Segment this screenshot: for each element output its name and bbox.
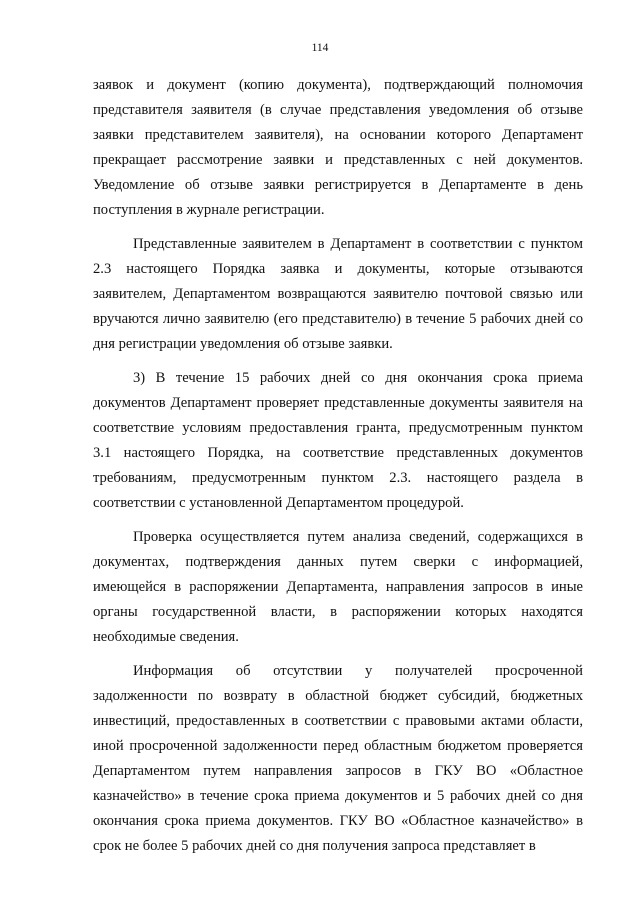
text-line: необходимые сведения.	[93, 629, 239, 645]
text-line: документов Департамент проверяет представленные документы заявителя на	[93, 395, 583, 411]
paragraph-gap	[93, 223, 583, 232]
text-line: 3.1 настоящего Порядка, на соответствие представленных документов	[93, 445, 583, 461]
text-line: требованиям, предусмотренным пунктом 2.3. настоящего раздела в	[93, 470, 583, 486]
paragraph-gap	[93, 516, 583, 525]
text-line: представителя заявителя (в случае представления уведомления об отзыве	[93, 102, 583, 118]
text-line: окончания срока приема документов. ГКУ ВО «Областное казначейство» в	[93, 813, 583, 829]
text-line: Информация об отсутствии у получателей просроченной	[133, 663, 583, 679]
text-line: 3) В течение 15 рабочих дней со дня окончания срока приема	[133, 370, 583, 386]
paragraph	[93, 73, 583, 223]
text-line: иной просроченной задолженности перед областным бюджетом проверяется	[93, 738, 583, 754]
text-line: документах, подтверждения данных путем сверки с информацией,	[93, 554, 583, 570]
text-line: задолженности по возврату в областной бюджет субсидий, бюджетных	[93, 688, 583, 704]
document-body	[93, 73, 583, 859]
paragraph	[93, 232, 583, 357]
paragraph	[93, 525, 583, 650]
text-line: заявки представителем заявителя), на основании которого Департамент	[93, 127, 583, 143]
text-line: казначейство» в течение срока приема документов и 5 рабочих дней со дня	[93, 788, 583, 804]
text-line: заявителем, Департаментом возвращаются заявителю почтовой связью или	[93, 286, 583, 302]
text-line: заявок и документ (копию документа), подтверждающий полномочия	[93, 77, 583, 93]
text-line: срок не более 5 рабочих дней со дня получения запроса представляет в	[93, 838, 536, 854]
text-line: Представленные заявителем в Департамент в соответствии с пунктом	[133, 236, 583, 252]
text-line: Департаментом путем направления запросов в ГКУ ВО «Областное	[93, 763, 583, 779]
text-line: дня регистрации уведомления об отзыве заявки.	[93, 336, 393, 352]
text-line: органы государственной власти, в распоряжении которых находятся	[93, 604, 583, 620]
text-line: инвестиций, предоставленных в соответствии с правовыми актами области,	[93, 713, 583, 729]
paragraph	[93, 659, 583, 859]
text-line: прекращает рассмотрение заявки и представленных с ней документов.	[93, 152, 583, 168]
text-line: соответствии с установленной Департаментом процедурой.	[93, 495, 464, 511]
paragraph-gap	[93, 650, 583, 659]
text-line: вручаются лично заявителю (его представителю) в течение 5 рабочих дней со	[93, 311, 583, 327]
text-line: Уведомление об отзыве заявки регистрируется в Департаменте в день	[93, 177, 583, 193]
text-line: Проверка осуществляется путем анализа сведений, содержащихся в	[133, 529, 583, 545]
text-line: 2.3 настоящего Порядка заявка и документы, которые отзываются	[93, 261, 583, 277]
paragraph-gap	[93, 357, 583, 366]
text-line: имеющейся в распоряжении Департамента, направления запросов в иные	[93, 579, 583, 595]
paragraph	[93, 366, 583, 516]
page-number: 114	[311, 42, 329, 54]
text-line: соответствие условиям предоставления гранта, предусмотренным пунктом	[93, 420, 583, 436]
text-line: поступления в журнале регистрации.	[93, 202, 325, 218]
